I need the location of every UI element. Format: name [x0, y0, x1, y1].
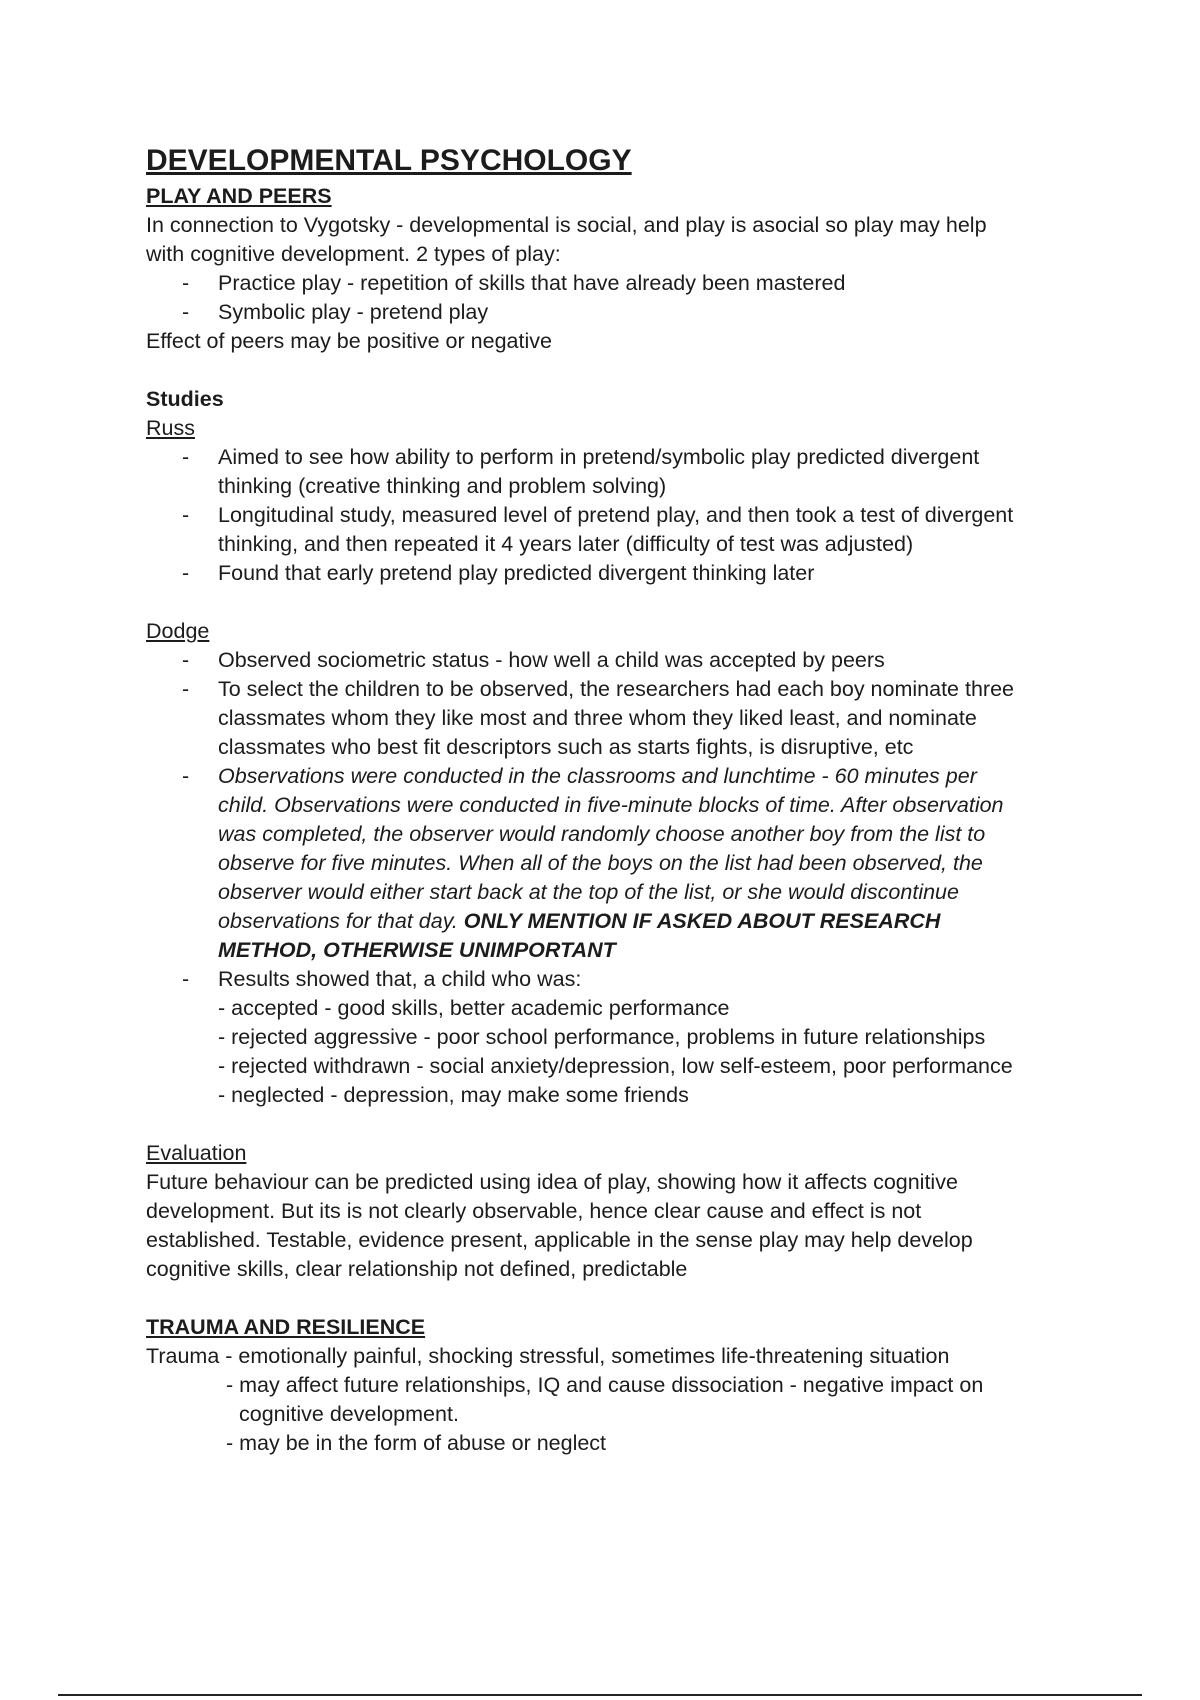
result-line: - neglected - depression, may make some friends	[218, 1083, 689, 1107]
list-item-text: Found that early pretend play predicted divergent thinking later	[218, 561, 815, 585]
list-item	[146, 501, 1076, 559]
list-item-text: classmates whom they like most and three whom they liked least, and nominate	[218, 706, 977, 730]
list-item-text: To select the children to be observed, the researchers had each boy nominate three	[218, 677, 1014, 701]
intro-line: with cognitive development. 2 types of play:	[146, 242, 561, 266]
list-item	[146, 443, 1076, 501]
list-item-text: Results showed that, a child who was:	[218, 967, 582, 991]
footer-rule	[58, 1694, 1142, 1696]
list-item-text: Longitudinal study, measured level of pretend play, and then took a test of divergent	[218, 503, 1014, 527]
list-item	[146, 269, 1076, 298]
list-item-text: Observed sociometric status - how well a child was accepted by peers	[218, 648, 885, 672]
list-item	[146, 762, 1076, 965]
dash-bullet: -	[182, 648, 190, 672]
evaluation-line: Future behaviour can be predicted using idea of play, showing how it affects cognitive	[146, 1170, 958, 1194]
trauma-note: - may be in the form of abuse or neglect	[226, 1431, 607, 1455]
research-method-note: METHOD, OTHERWISE UNIMPORTANT	[218, 938, 616, 962]
list-item-text: classmates who best fit descriptors such as starts fights, is disruptive, etc	[218, 735, 914, 759]
section-heading-trauma: TRAUMA AND RESILIENCE	[146, 1315, 426, 1339]
study-name-russ: Russ	[146, 416, 195, 440]
dash-bullet: -	[182, 445, 190, 469]
list-item	[146, 646, 1076, 675]
list-item	[146, 559, 1076, 588]
play-types-list	[146, 269, 1076, 327]
dash-bullet: -	[182, 677, 190, 701]
evaluation-line: development. But its is not clearly observable, hence clear cause and effect is not	[146, 1199, 922, 1223]
intro-line: In connection to Vygotsky - developmental is social, and play is asocial so play may help	[146, 213, 987, 237]
page-title: DEVELOPMENTAL PSYCHOLOGY	[146, 144, 632, 177]
document-page	[146, 140, 1076, 1458]
list-item	[146, 965, 1076, 1110]
research-method-note: ONLY MENTION IF ASKED ABOUT RESEARCH	[463, 909, 941, 933]
list-item-text: observer would either start back at the top of the list, or she would discontinue	[218, 880, 959, 904]
list-item-text: was completed, the observer would randomly choose another boy from the list to	[218, 822, 986, 846]
list-item-text: observations for that day.	[218, 909, 464, 933]
list-item	[146, 675, 1076, 762]
evaluation-heading: Evaluation	[146, 1141, 247, 1165]
section-heading-play-and-peers: PLAY AND PEERS	[146, 184, 332, 208]
result-line: - rejected aggressive - poor school performance, problems in future relationships	[218, 1025, 986, 1049]
list-item-text: Symbolic play - pretend play	[218, 300, 489, 324]
result-line: - accepted - good skills, better academic performance	[218, 996, 730, 1020]
list-item-text: child. Observations were conducted in five-minute blocks of time. After observation	[218, 793, 1004, 817]
dash-bullet: -	[182, 503, 190, 527]
list-item-text: thinking (creative thinking and problem solving)	[218, 474, 667, 498]
dodge-points-list	[146, 646, 1076, 1110]
list-item-text: Observations were conducted in the classrooms and lunchtime - 60 minutes per	[218, 764, 977, 788]
study-name-dodge: Dodge	[146, 619, 210, 643]
list-item-text: thinking, and then repeated it 4 years later (difficulty of test was adjusted)	[218, 532, 914, 556]
list-item	[146, 298, 1076, 327]
evaluation-line: cognitive skills, clear relationship not defined, predictable	[146, 1257, 688, 1281]
dash-bullet: -	[182, 561, 190, 585]
trauma-note: - may affect future relationships, IQ and cause dissociation - negative impact on	[226, 1373, 984, 1397]
trauma-definition: Trauma - emotionally painful, shocking stressful, sometimes life-threatening situation	[146, 1344, 950, 1368]
trauma-note-continued: cognitive development.	[239, 1402, 459, 1426]
evaluation-line: established. Testable, evidence present, applicable in the sense play may help develop	[146, 1228, 973, 1252]
list-item-text: Aimed to see how ability to perform in pretend/symbolic play predicted divergent	[218, 445, 980, 469]
dash-bullet: -	[182, 764, 190, 788]
dash-bullet: -	[182, 300, 190, 324]
list-item-text: Practice play - repetition of skills that have already been mastered	[218, 271, 846, 295]
dash-bullet: -	[182, 271, 190, 295]
result-line: - rejected withdrawn - social anxiety/depression, low self-esteem, poor performance	[218, 1054, 1013, 1078]
dash-bullet: -	[182, 967, 190, 991]
studies-heading: Studies	[146, 387, 224, 411]
peers-note: Effect of peers may be positive or negative	[146, 329, 552, 353]
list-item-text: observe for five minutes. When all of the boys on the list had been observed, the	[218, 851, 983, 875]
russ-points-list	[146, 443, 1076, 588]
